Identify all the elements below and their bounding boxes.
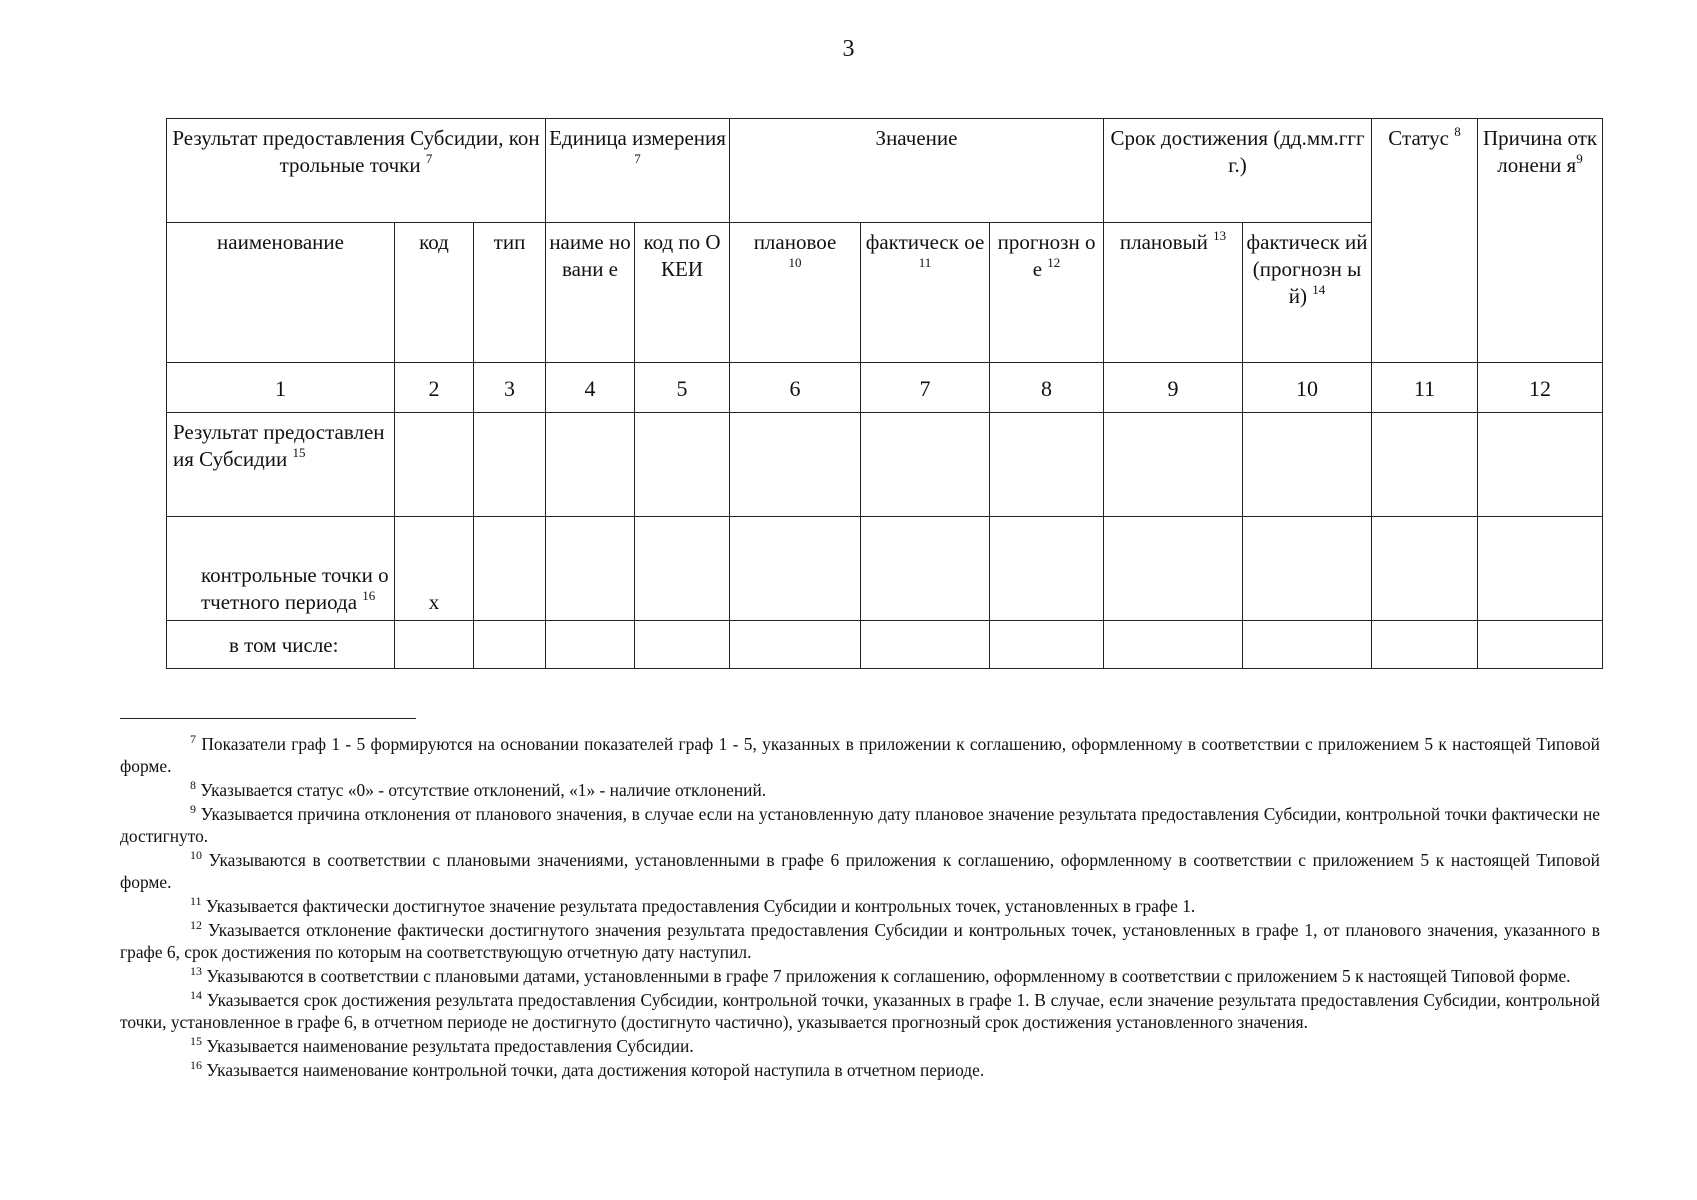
footnote: $^{12}$ Указывается отклонение фактически достигнутого значения результата предоставления Субсидии и контрольных точек, установленных в графе 1, от планового значения, указанного в графе 6, срок достижения по которым на соответствующую отчетную дату наступил.	[120, 918, 1600, 962]
header-value: Значение	[730, 119, 1104, 223]
subheader-deadline-planned: плановый $^{13}$	[1104, 223, 1243, 363]
table-cell	[474, 621, 546, 669]
column-number: 11	[1372, 363, 1478, 413]
table-cell	[1478, 517, 1603, 621]
table-cell	[861, 517, 990, 621]
page-number: 3	[842, 36, 855, 62]
column-number: 8	[990, 363, 1104, 413]
footnote: $^7$ Показатели граф 1 - 5 формируются на основании показателей граф 1 - 5, указанных в приложении к соглашению, оформленному в соответствии с приложением 5 к настоящей Типовой форме.	[120, 732, 1600, 776]
footnote: $^{15}$ Указывается наименование результата предоставления Субсидии.	[190, 1034, 694, 1056]
table-cell	[730, 413, 861, 517]
table-cell	[990, 517, 1104, 621]
table-cell	[395, 413, 474, 517]
footnote: $^{11}$ Указывается фактически достигнутое значение результата предоставления Субсидии и контрольных точек, установленных в графе 1.	[190, 894, 1196, 916]
table-cell	[861, 413, 990, 517]
subheader-okei: код по ОКЕИ	[635, 223, 730, 363]
table-cell	[546, 621, 635, 669]
table-cell	[990, 413, 1104, 517]
header-row	[167, 119, 1603, 223]
column-number: 2	[395, 363, 474, 413]
result-row-label: Результат предоставления Субсидии $^{15}$	[167, 413, 395, 517]
header-result: Результат предоставления Субсидии, контрольные точки $^7$	[167, 119, 546, 223]
footnote: $^{14}$ Указывается срок достижения результата предоставления Субсидии, контрольной точки, указанных в графе 1. В случае, если значение результата предоставления Субсидии, контрольной точки, установленное в графе 6, в отчетном периоде не достигнуто (достигнуто частично), указывается прогнозный срок достижения установленного значения.	[120, 988, 1600, 1032]
column-number: 9	[1104, 363, 1243, 413]
table-cell	[1243, 517, 1372, 621]
checkpoints-code-cell: x	[395, 517, 474, 621]
column-number: 7	[861, 363, 990, 413]
footnote: $^{10}$ Указываются в соответствии с плановыми значениями, установленными в графе 6 приложения к соглашению, оформленному в соответствии с приложением 5 к настоящей Типовой форме.	[120, 848, 1600, 892]
footnote-separator	[120, 718, 416, 719]
table-cell	[730, 621, 861, 669]
table-cell	[635, 517, 730, 621]
header-deadline: Срок достижения (дд.мм.гггг.)	[1104, 119, 1372, 223]
table-cell	[474, 413, 546, 517]
footnote: $^8$ Указывается статус «0» - отсутствие отклонений, «1» - наличие отклонений.	[190, 778, 767, 800]
table-cell	[730, 517, 861, 621]
subheader-code: код	[395, 223, 474, 363]
table-cell	[1372, 517, 1478, 621]
table-cell	[635, 621, 730, 669]
table-cell	[990, 621, 1104, 669]
including-row	[167, 621, 1603, 669]
column-number: 1	[167, 363, 395, 413]
table-cell	[546, 413, 635, 517]
header-unit: Единица измерения $^7$	[546, 119, 730, 223]
table-cell	[1104, 517, 1243, 621]
table-cell	[1372, 621, 1478, 669]
column-number: 12	[1478, 363, 1603, 413]
table-cell	[1243, 621, 1372, 669]
subheader-unit-name: наиме новани е	[546, 223, 635, 363]
subheader-type: тип	[474, 223, 546, 363]
checkpoints-row	[167, 517, 1603, 621]
table-cell	[1243, 413, 1372, 517]
table-cell	[546, 517, 635, 621]
column-number: 3	[474, 363, 546, 413]
table-cell	[395, 621, 474, 669]
footnote: $^{16}$ Указывается наименование контрольной точки, дата достижения которой наступила в отчетном периоде.	[190, 1058, 985, 1080]
column-number: 4	[546, 363, 635, 413]
table-cell	[861, 621, 990, 669]
column-number: 6	[730, 363, 861, 413]
result-row	[167, 413, 1603, 517]
column-number: 10	[1243, 363, 1372, 413]
table-cell	[1104, 413, 1243, 517]
table-cell	[1478, 413, 1603, 517]
report-table	[166, 118, 1603, 669]
column-numbers-row	[167, 363, 1603, 413]
subheader-name: наименование	[167, 223, 395, 363]
subheader-actual: фактическ ое $^{11}$	[861, 223, 990, 363]
header-status: Статус $^8$	[1372, 119, 1478, 363]
table-cell	[1478, 621, 1603, 669]
footnote: $^9$ Указывается причина отклонения от планового значения, в случае если на установленную дату плановое значение результата предоставления Субсидии, контрольной точки фактически не достигнуто.	[120, 802, 1600, 846]
including-row-label: в том числе:	[167, 621, 395, 669]
column-number: 5	[635, 363, 730, 413]
table-cell	[635, 413, 730, 517]
table-cell	[1372, 413, 1478, 517]
checkpoints-row-label: контрольные точки отчетного периода $^{16}$	[167, 517, 395, 621]
table-cell	[1104, 621, 1243, 669]
header-reason: Причина отклонени $я^9$	[1478, 119, 1603, 363]
subheader-planned: плановое $^{10}$	[730, 223, 861, 363]
footnote: $^{13}$ Указываются в соответствии с плановыми датами, установленными в графе 7 приложения к соглашению, оформленному в соответствии с приложением 5 к настоящей Типовой форме.	[190, 964, 1571, 986]
subheader-forecast: прогнозн ое $^{12}$	[990, 223, 1104, 363]
footnotes	[120, 733, 1600, 1083]
subheader-deadline-actual: фактическ ий (прогнозн ый) $^{14}$	[1243, 223, 1372, 363]
table-cell	[474, 517, 546, 621]
